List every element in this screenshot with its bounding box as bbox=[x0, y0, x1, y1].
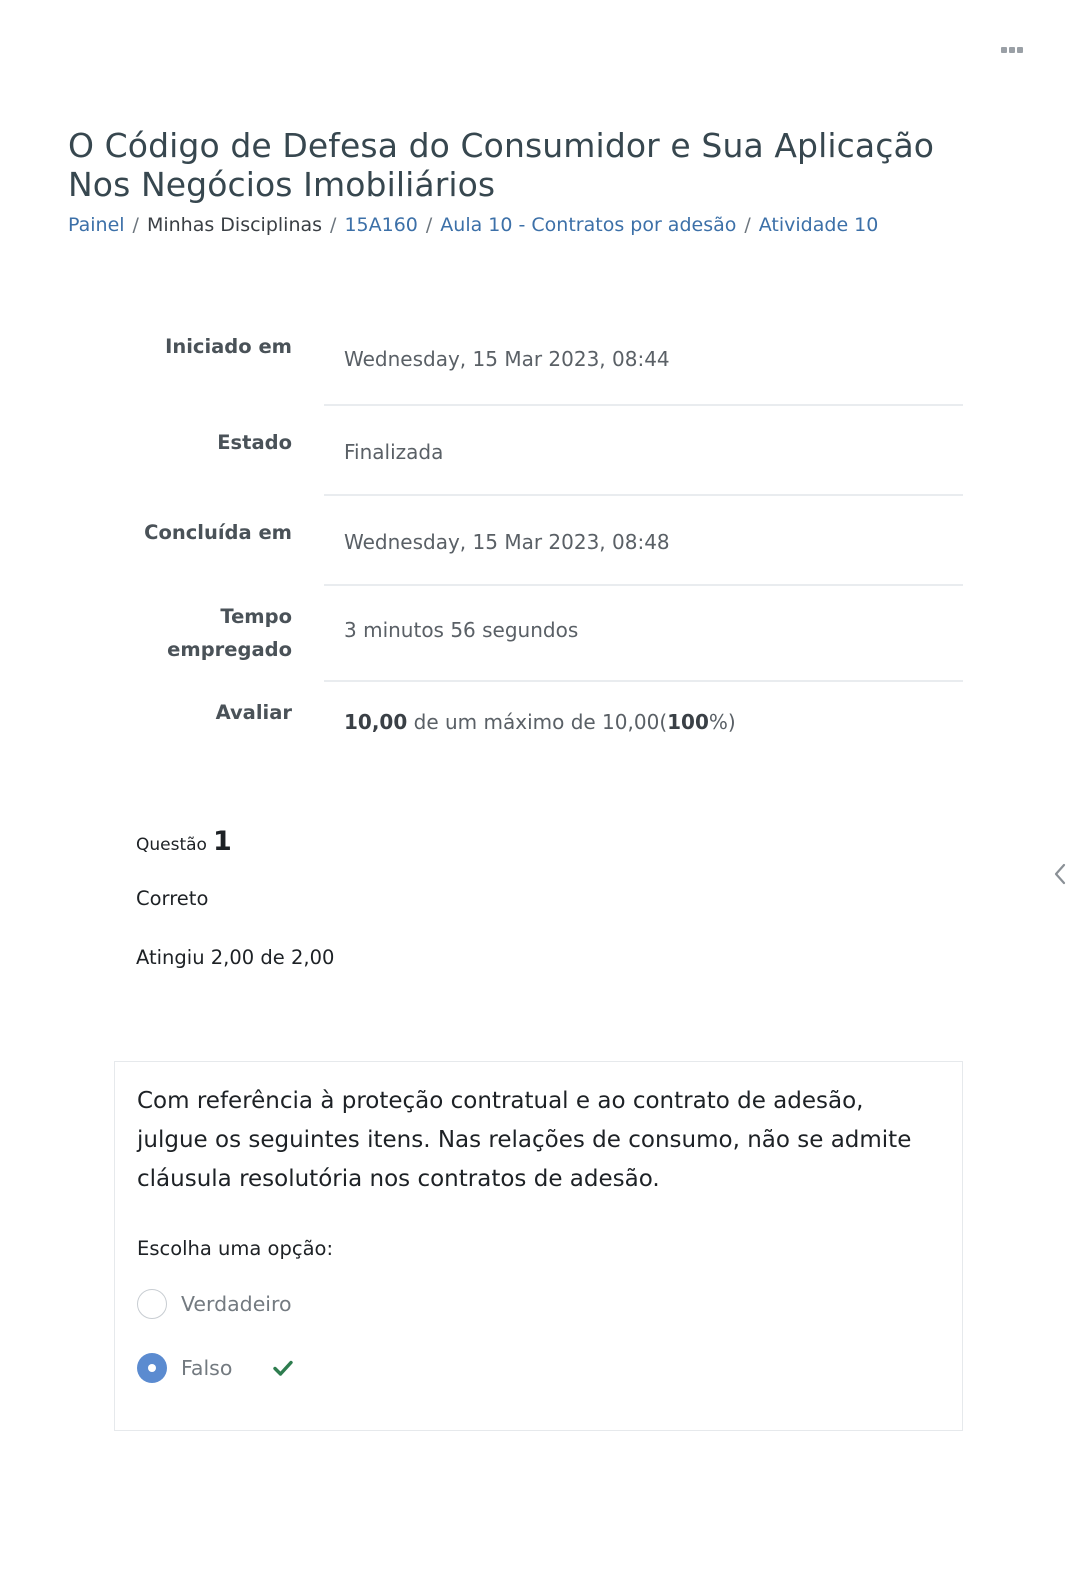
grade-value bbox=[324, 682, 963, 768]
page-header bbox=[68, 126, 998, 238]
summary-row-completed bbox=[68, 496, 963, 586]
question-number: 1 bbox=[212, 826, 232, 857]
breadcrumb-separator: / bbox=[744, 214, 751, 236]
time-label-line1: Tempo bbox=[220, 605, 292, 628]
breadcrumb-minhas-disciplinas: Minhas Disciplinas bbox=[146, 214, 323, 236]
grade-label: Avaliar bbox=[215, 701, 292, 724]
completed-label: Concluída em bbox=[144, 521, 292, 544]
question-grade: Atingiu 2,00 de 2,00 bbox=[136, 946, 335, 969]
time-label-line2: empregado bbox=[167, 638, 292, 661]
question-label: Questão bbox=[136, 835, 207, 855]
attempt-summary bbox=[68, 310, 963, 768]
question-state: Correto bbox=[136, 887, 209, 910]
grade-score: 10,00 bbox=[344, 710, 408, 734]
menu-dot bbox=[1001, 47, 1007, 53]
breadcrumb-activity[interactable]: Atividade 10 bbox=[758, 214, 879, 236]
breadcrumb-course[interactable]: 15A160 bbox=[344, 214, 418, 236]
started-value: Wednesday, 15 Mar 2023, 08:44 bbox=[324, 310, 963, 406]
breadcrumb-separator: / bbox=[425, 214, 433, 236]
page-title: O Código de Defesa do Consumidor e Sua Aplicação Nos Negócios Imobiliários bbox=[68, 126, 935, 204]
grade-percent: 100 bbox=[667, 710, 709, 734]
chevron-left-icon[interactable] bbox=[1050, 860, 1070, 888]
breadcrumb-separator: / bbox=[132, 214, 139, 236]
option-verdadeiro[interactable] bbox=[137, 1286, 940, 1322]
breadcrumb-section[interactable]: Aula 10 - Contratos por adesão bbox=[440, 214, 737, 236]
menu-dot bbox=[1017, 47, 1023, 53]
question-info bbox=[136, 826, 334, 969]
more-options-icon[interactable] bbox=[1001, 44, 1025, 56]
started-label: Iniciado em bbox=[165, 335, 292, 358]
question-content bbox=[114, 1061, 963, 1431]
completed-value: Wednesday, 15 Mar 2023, 08:48 bbox=[324, 496, 963, 586]
state-label: Estado bbox=[217, 431, 292, 454]
breadcrumb bbox=[68, 212, 998, 238]
summary-row-started bbox=[68, 310, 963, 406]
option-label: Falso bbox=[181, 1356, 233, 1380]
breadcrumb-separator: / bbox=[330, 214, 337, 236]
breadcrumb-painel[interactable]: Painel bbox=[68, 214, 125, 236]
time-label bbox=[68, 586, 308, 682]
option-falso[interactable] bbox=[137, 1350, 940, 1386]
answer-prompt: Escolha uma opção: bbox=[137, 1237, 334, 1260]
grade-end: %) bbox=[708, 710, 736, 734]
question-text: Com referência à proteção contratual e ao contrato de adesão, julgue os seguintes itens. Nas relações de consumo, não se admite cláusula resolutória nos contratos de adesão. bbox=[137, 1088, 912, 1192]
question-heading bbox=[136, 826, 334, 857]
check-icon bbox=[272, 1357, 294, 1379]
menu-dot bbox=[1009, 47, 1015, 53]
summary-row-time bbox=[68, 586, 963, 682]
radio-button[interactable] bbox=[137, 1289, 167, 1319]
state-value: Finalizada bbox=[324, 406, 963, 496]
time-value: 3 minutos 56 segundos bbox=[324, 586, 963, 682]
radio-button-selected[interactable] bbox=[137, 1353, 167, 1383]
option-label: Verdadeiro bbox=[181, 1292, 292, 1316]
grade-max: de um máximo de 10,00( bbox=[407, 710, 668, 734]
summary-row-state bbox=[68, 406, 963, 496]
summary-row-grade bbox=[68, 682, 963, 768]
